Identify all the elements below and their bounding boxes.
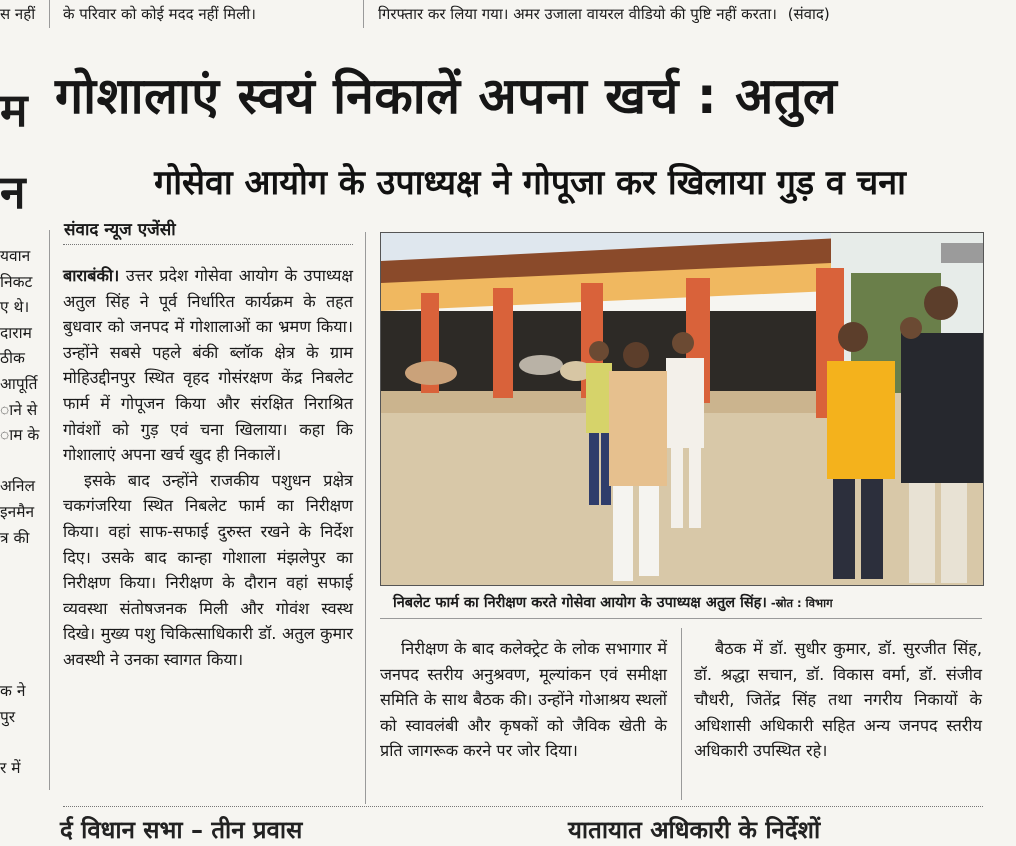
- bottom-headline-left: र्द विधान सभा – तीन प्रवास: [60, 816, 303, 844]
- column-rule: [49, 0, 50, 28]
- left-big-fragment: म: [0, 83, 28, 137]
- left-fragment-line: त्र की: [0, 528, 30, 547]
- left-fragment-line: इनमैन: [0, 503, 35, 521]
- photo-caption-text: निबलेट फार्म का निरीक्षण करते गोसेवा आयोग के उपाध्यक्ष अतुल सिंह।: [393, 595, 767, 611]
- left-fragment-line: क ने: [0, 682, 26, 701]
- byline: संवाद न्यूज एजेंसी: [64, 220, 176, 240]
- left-fragment-line: दाराम: [0, 323, 32, 342]
- bottom-rule: [63, 806, 983, 807]
- left-fragment-line: यवान: [0, 247, 31, 265]
- left-fragment-line: ाम के: [0, 426, 40, 445]
- left-fragment-line: ए थे।: [0, 298, 30, 317]
- top-strip-left: स नहीं: [0, 5, 36, 23]
- paragraph-1: उत्तर प्रदेश गोसेवा आयोग के उपाध्यक्ष अतुल सिंह ने पूर्व निर्धारित कार्यक्रम के तहत बुधवार को जनपद में गोशालाओं का भ्रमण किया। उन्होंने सबसे पहले बंकी ब्लॉक क्षेत्र के ग्राम मोहिउद्दीनपुर स्थित वृहद गोसंरक्षण केंद्र निबलेट फार्म में गोपूजन किया और संरक्षित निराश्रित गोवंशों को गुड़ एवं चना खिलाया। कहा कि गोशालाएं अपना खर्च खुद ही निकालें।: [63, 266, 353, 465]
- column-rule: [681, 628, 682, 800]
- left-fragment-line: आपूर्ति: [0, 375, 38, 393]
- top-strip-right-tag: (संवाद): [787, 5, 830, 23]
- paragraph-2: इसके बाद उन्होंने राजकीय पशुधन प्रक्षेत्र चकगंजरिया स्थित निबलेट फार्म का निरीक्षण किया। वहां साफ-सफाई दुरुस्त रखने के निर्देश दिए। उसके बाद कान्हा गोशाला मंझलेपुर का निरीक्षण किया। निरीक्षण के दौरान वहां सफाई व्यवस्था संतोषजनक मिली और गोवंश स्वस्थ दिखे। मुख्य पशु चिकित्साधिकारी डॉ. अतुल कुमार अवस्थी ने उनका स्वागत किया।: [63, 470, 353, 669]
- column-rule: [363, 0, 364, 28]
- paragraph-4: बैठक में डॉ. सुधीर कुमार, डॉ. सुरजीत सिंह, डॉ. श्रद्धा सचान, डॉ. विकास वर्मा, डॉ. संजीव चौधरी, जितेंद्र सिंह तथा नगरीय निकायों के अधिशासी अधिकारी सहित अन्य जनपद स्तरीय अधिकारी उपस्थित रहे।: [694, 639, 982, 761]
- dateline: बाराबंकी।: [63, 266, 120, 285]
- article-column-3: [694, 636, 982, 806]
- article-column-2: [380, 636, 667, 806]
- left-fragment-line: पुर: [0, 707, 16, 726]
- left-fragment-line: ाने से: [0, 400, 38, 419]
- photo-caption: [393, 592, 993, 612]
- caption-rule: [380, 618, 982, 619]
- column-rule: [49, 230, 50, 790]
- left-fragment-line: निकट: [0, 272, 33, 291]
- photo-source: -स्रोत : विभाग: [770, 596, 833, 610]
- farm-inspection-photo: [381, 233, 983, 585]
- paragraph-3: निरीक्षण के बाद कलेक्ट्रेट के लोक सभागार में जनपद स्तरीय अनुश्रवण, मूल्यांकन एवं समीक्षा समिति के साथ बैठक की। उन्होंने गोआश्रय स्थलों को स्वावलंबी और कृषकों को जैविक खेती के प्रति जागरूक करने पर जोर दिया।: [380, 639, 667, 761]
- top-strip-right: [378, 4, 938, 24]
- column-rule: [365, 232, 366, 804]
- bottom-headline-right: यातायात अधिकारी के निर्देशों: [568, 816, 821, 844]
- top-strip-right-text: गिरफ्तार कर लिया गया। अमर उजाला वायरल वीडियो की पुष्टि नहीं करता।: [378, 5, 777, 23]
- left-fragment-line: अनिल: [0, 477, 35, 496]
- article-column-1: [63, 263, 353, 803]
- top-strip-middle: के परिवार को कोई मदद नहीं मिली।: [63, 5, 256, 23]
- byline-rule: [63, 244, 353, 245]
- left-fragment-line: ठीक: [0, 349, 25, 368]
- news-photo: [380, 232, 984, 586]
- left-fragment-line: र में: [0, 759, 21, 777]
- left-big-fragment: न: [0, 165, 26, 219]
- subheadline: गोसेवा आयोग के उपाध्यक्ष ने गोपूजा कर खिलाया गुड़ व चना: [154, 163, 906, 203]
- headline: गोशालाएं स्वयं निकालें अपना खर्च : अतुल: [55, 67, 838, 125]
